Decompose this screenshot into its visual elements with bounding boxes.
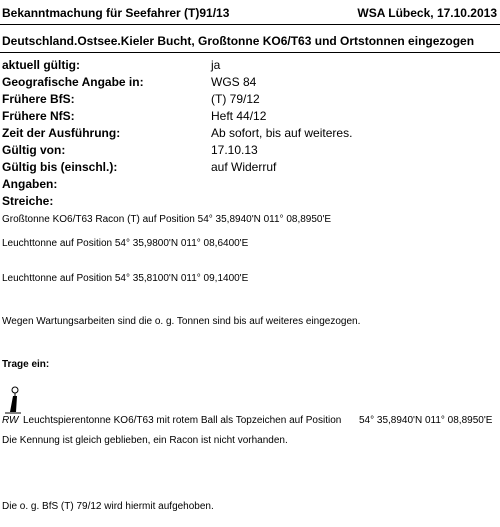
notice-subtitle: Deutschland.Ostsee.Kieler Bucht, Großtonne KO6/T63 und Ortstonnen eingezogen [2,34,475,48]
field-label-aktuell: aktuell gültig: [2,58,80,72]
aufgehoben-text: Die o. g. BfS (T) 79/12 wird hiermit aufgehoben. [2,501,214,512]
trage-ein-label: Trage ein: [2,359,50,370]
field-value-fruehere-bfs: (T) 79/12 [211,92,260,106]
field-value-geografisch: WGS 84 [211,75,257,89]
field-label-fruehere-nfs: Frühere NfS: [2,109,75,123]
field-value-gueltig-von: 17.10.13 [211,143,258,157]
wegen-text: Wegen Wartungsarbeiten sind die o. g. Tonnen sind bis auf weiteres eingezogen. [2,316,361,327]
header-divider [0,24,500,25]
field-label-gueltig-von: Gültig von: [2,143,66,157]
notice-title: Bekanntmachung für Seefahrer (T)91/13 [2,6,230,20]
subtitle-divider [0,52,500,53]
streiche-line-1: Großtonne KO6/T63 Racon (T) auf Position 54° 35,8940'N 011° 08,8950'E [2,214,332,225]
buoy-color-code: RW [2,415,19,426]
spar-buoy-icon [4,386,22,416]
field-label-fruehere-bfs: Frühere BfS: [2,92,75,106]
trage-ein-main: Leuchtspierentonne KO6/T63 mit rotem Ball als Topzeichen auf Position [23,415,342,426]
streiche-line-2: Leuchttonne auf Position 54° 35,9800'N 011° 08,6400'E [2,238,249,249]
field-label-geografisch: Geografische Angabe in: [2,75,144,89]
field-value-aktuell: ja [211,58,221,72]
streiche-line-3: Leuchttonne auf Position 54° 35,8100'N 011° 09,1400'E [2,273,249,284]
notice-issuer-date: WSA Lübeck, 17.10.2013 [357,6,497,20]
field-value-zeit: Ab sofort, bis auf weiteres. [211,126,353,140]
angaben-label: Angaben: [2,177,58,191]
kennung-text: Die Kennung ist gleich geblieben, ein Racon ist nicht vorhanden. [2,435,288,446]
field-value-fruehere-nfs: Heft 44/12 [211,109,267,123]
streiche-label: Streiche: [2,194,54,208]
trage-ein-position: 54° 35,8940'N 011° 08,8950'E [359,415,493,426]
field-label-zeit: Zeit der Ausführung: [2,126,121,140]
field-label-gueltig-bis: Gültig bis (einschl.): [2,160,118,174]
field-value-gueltig-bis: auf Widerruf [211,160,277,174]
